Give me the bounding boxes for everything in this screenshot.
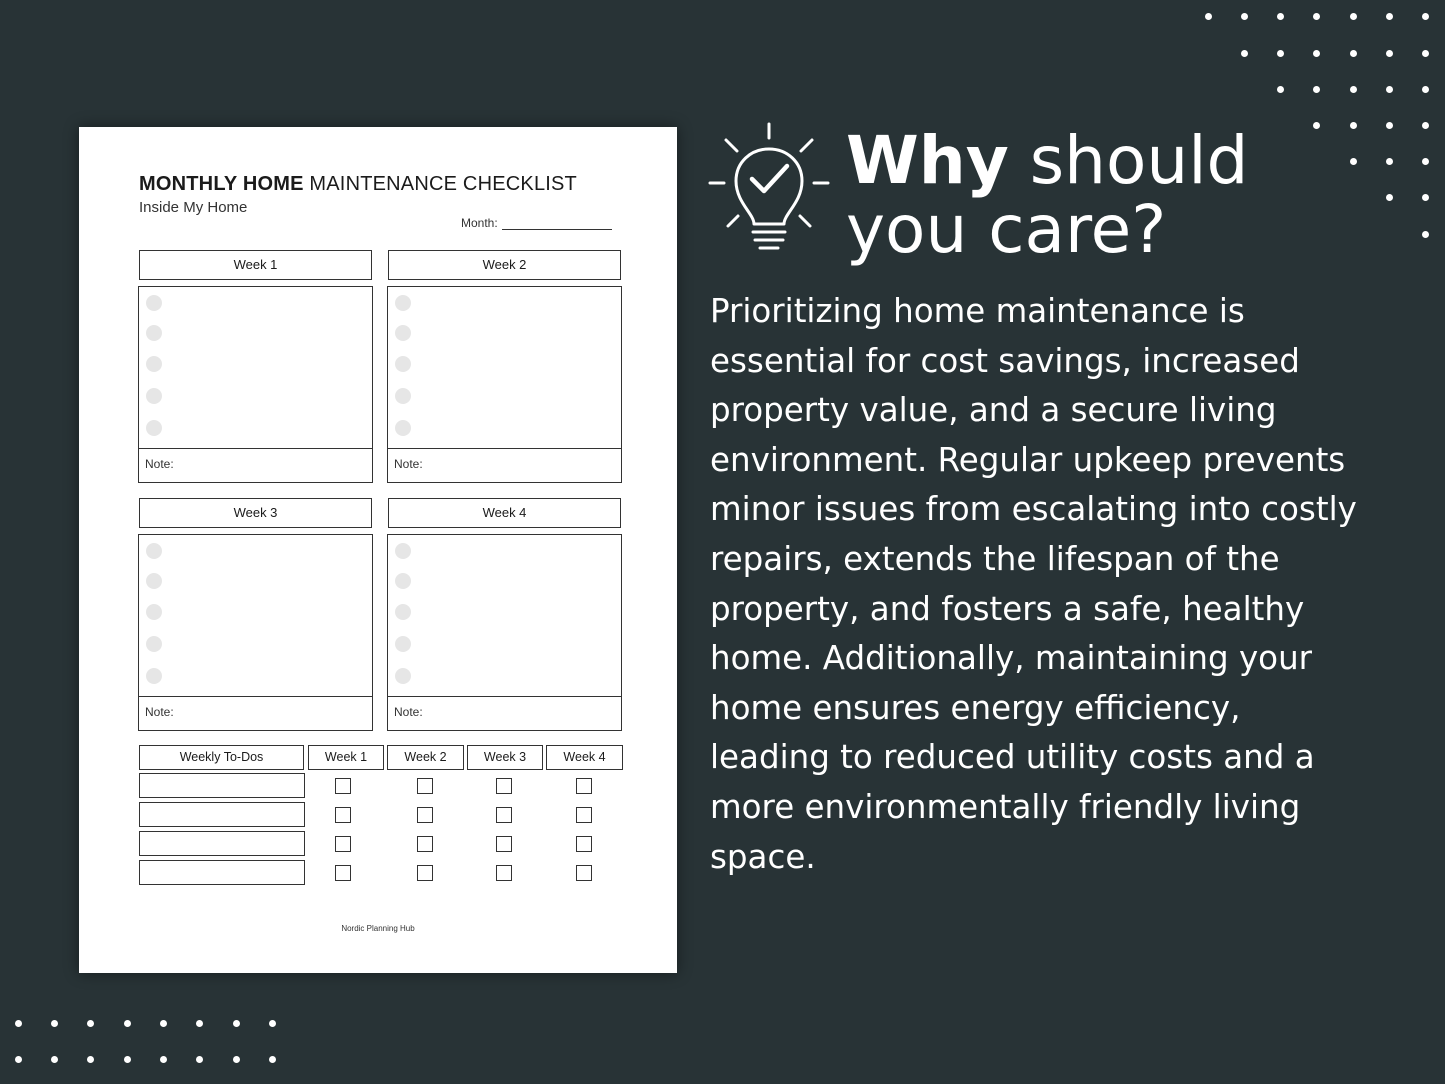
checkbox <box>496 836 512 852</box>
week-3-note: Note: <box>139 696 372 730</box>
checkbox <box>417 778 433 794</box>
week-1-note: Note: <box>139 448 372 482</box>
week-2-header: Week 2 <box>388 250 621 280</box>
todo-col-week-2: Week 2 <box>387 745 464 770</box>
week-4-header: Week 4 <box>388 498 621 528</box>
sheet-title <box>139 173 577 196</box>
heading <box>846 122 1249 268</box>
todo-row <box>139 831 305 856</box>
bullet-icon <box>146 604 162 620</box>
bullet-icon <box>146 573 162 589</box>
bullet-icon <box>395 356 411 372</box>
heading-rest: should <box>1029 122 1249 199</box>
week-2-box <box>387 286 622 483</box>
checkbox <box>335 865 351 881</box>
checkbox <box>576 807 592 823</box>
week-1-header: Week 1 <box>139 250 372 280</box>
todo-col-week-4: Week 4 <box>546 745 623 770</box>
week-4-note: Note: <box>388 696 621 730</box>
checkbox <box>335 836 351 852</box>
bullet-icon <box>146 668 162 684</box>
checkbox <box>496 865 512 881</box>
bullet-icon <box>395 325 411 341</box>
bullet-icon <box>395 295 411 311</box>
bullet-icon <box>395 668 411 684</box>
todo-col-week-3: Week 3 <box>467 745 543 770</box>
week-2-note: Note: <box>388 448 621 482</box>
bullet-icon <box>395 636 411 652</box>
heading-line-1 <box>846 122 1249 199</box>
lightbulb-check-icon <box>708 122 830 258</box>
sheet-subtitle: Inside My Home <box>139 199 248 216</box>
bullet-icon <box>395 543 411 559</box>
todo-row <box>139 860 305 885</box>
bullet-icon <box>146 388 162 404</box>
todo-row <box>139 802 305 827</box>
checkbox <box>417 836 433 852</box>
heading-line-2: you care? <box>846 191 1167 268</box>
sheet-footer: Nordic Planning Hub <box>341 924 415 933</box>
bullet-icon <box>146 420 162 436</box>
checkbox <box>335 778 351 794</box>
week-4-box <box>387 534 622 731</box>
month-line <box>502 217 612 230</box>
checkbox <box>335 807 351 823</box>
bullet-icon <box>146 636 162 652</box>
checkbox <box>496 778 512 794</box>
month-label: Month: <box>461 216 498 230</box>
heading-bold: Why <box>846 122 1009 199</box>
bullet-icon <box>146 356 162 372</box>
bullet-icon <box>146 325 162 341</box>
month-field <box>461 216 612 230</box>
bullet-icon <box>395 604 411 620</box>
todo-header: Weekly To-Dos <box>139 745 304 770</box>
checkbox <box>496 807 512 823</box>
sheet-title-rest: MAINTENANCE CHECKLIST <box>309 173 577 195</box>
bullet-icon <box>146 543 162 559</box>
week-1-box <box>138 286 373 483</box>
checkbox <box>576 778 592 794</box>
bullet-icon <box>146 295 162 311</box>
checkbox <box>576 865 592 881</box>
checkbox <box>417 865 433 881</box>
checkbox <box>417 807 433 823</box>
bullet-icon <box>395 420 411 436</box>
week-3-box <box>138 534 373 731</box>
todo-col-week-1: Week 1 <box>308 745 384 770</box>
week-3-header: Week 3 <box>139 498 372 528</box>
todo-row <box>139 773 305 798</box>
bullet-icon <box>395 388 411 404</box>
bullet-icon <box>395 573 411 589</box>
checkbox <box>576 836 592 852</box>
body-paragraph: Prioritizing home maintenance is essential for cost savings, increased property value, and a secure living environment. Regular upkeep prevents minor issues from escalating into costly repairs, extends the lifespan of the property, and fosters a safe, healthy home. Additionally, maintaining your home ensures energy efficiency, leading to reduced utility costs and a more environmentally friendly living space. <box>710 292 1357 876</box>
sheet-title-bold: MONTHLY HOME <box>139 173 304 195</box>
checklist-sheet <box>79 127 677 973</box>
